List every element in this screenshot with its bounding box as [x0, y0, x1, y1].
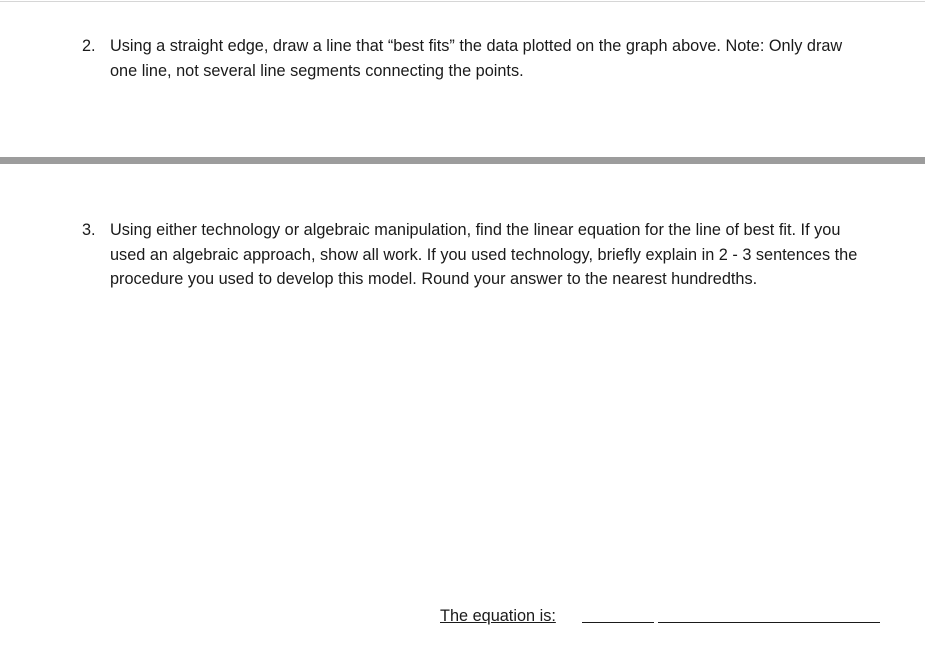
top-rule: [0, 1, 925, 2]
answer-blank-1[interactable]: [582, 622, 654, 623]
answer-blank-2[interactable]: [658, 622, 740, 623]
equation-label: The equation is:: [440, 607, 556, 625]
question-3-number: 3.: [82, 221, 96, 239]
question-3-text: Using either technology or algebraic manipulation, find the linear equation for the line of best fit. If you used an algebraic approach, show all work. If you used technology, briefly explain in 2 - 3 sentences the procedure you used to develop this model. Round your answer to the nearest hundredths.: [110, 221, 858, 288]
question-2-number: 2.: [82, 37, 96, 55]
question-2-text: Using a straight edge, draw a line that “best fits” the data plotted on the graph above. Note: Only draw one line, not several line segments connecting the points.: [110, 37, 843, 80]
answer-line: [440, 604, 556, 628]
section-divider: [0, 157, 925, 164]
answer-blank-3[interactable]: [740, 622, 880, 623]
